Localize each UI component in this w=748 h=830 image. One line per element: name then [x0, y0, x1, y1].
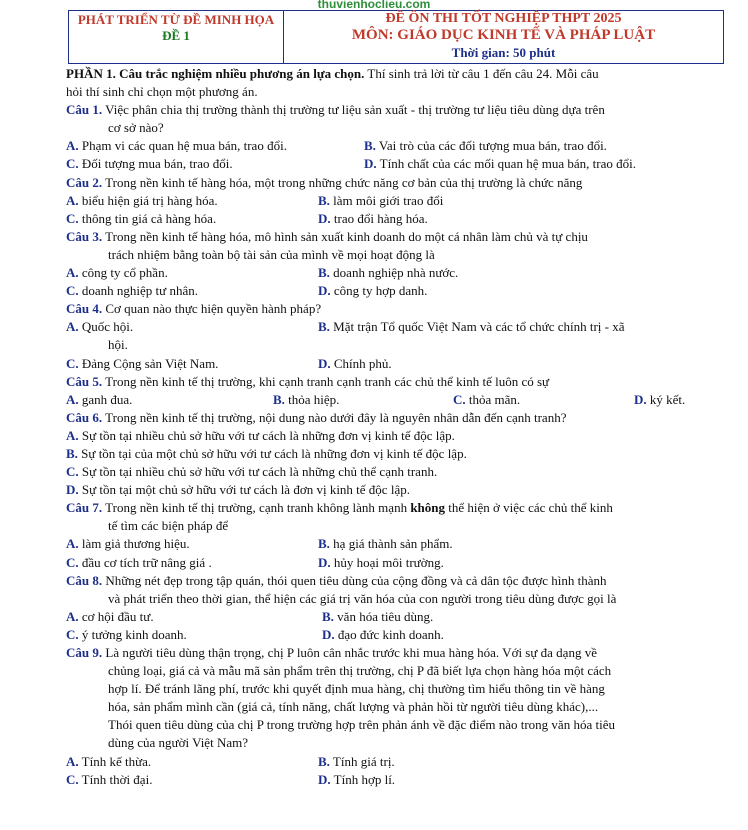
- option-letter: D.: [66, 482, 79, 498]
- option-a[interactable]: [66, 536, 190, 551]
- option-d[interactable]: [364, 155, 636, 173]
- option-text: đạo đức kinh doanh.: [334, 626, 444, 642]
- question-text: Trong nền kinh tế thị trường, nội dung nào dưới đây là nguyên nhân dẫn đến cạnh tranh?: [102, 409, 567, 425]
- part-instructions: Thí sinh trả lời từ câu 1 đến câu 24. Mỗi câu: [364, 66, 599, 81]
- question-4: [66, 300, 726, 318]
- option-d[interactable]: [318, 554, 444, 572]
- question-text-cont: và phát triển theo thời gian, thể hiện các giá trị văn hóa của con người trong tiêu dùng được gọi là: [108, 590, 617, 606]
- question-emphasis: không: [410, 500, 446, 516]
- option-text: văn hóa tiêu dùng.: [333, 608, 434, 624]
- question-2: [66, 174, 726, 192]
- option-text: Sự tồn tại nhiều chủ sở hữu với tư cách là những đơn vị kinh tế độc lập.: [78, 427, 455, 443]
- option-d[interactable]: [318, 355, 392, 373]
- option-letter: B.: [318, 536, 330, 552]
- option-letter: D.: [318, 355, 331, 371]
- option-text: Tính chất của các mối quan hệ mua bán, trao đổi.: [376, 156, 636, 172]
- question-label: Câu 2.: [66, 174, 103, 190]
- option-d[interactable]: [634, 391, 685, 409]
- option-text: doanh nghiệp tư nhân.: [78, 283, 198, 299]
- option-a[interactable]: [66, 319, 133, 334]
- header-right: [284, 11, 723, 63]
- question-7: [66, 499, 726, 517]
- option-text: Đảng Cộng sản Việt Nam.: [78, 355, 219, 371]
- option-b[interactable]: [318, 318, 625, 336]
- question-3: [66, 228, 726, 246]
- option-letter: D.: [318, 771, 331, 787]
- option-b[interactable]: [318, 192, 443, 210]
- header-source: PHÁT TRIỂN TỪ ĐỀ MINH HỌA: [77, 12, 275, 27]
- header-left: [69, 11, 284, 63]
- option-text: làm giả thương hiệu.: [78, 536, 190, 552]
- option-text: ý tưởng kinh doanh.: [78, 626, 187, 642]
- option-text: thông tin giá cả hàng hóa.: [78, 210, 217, 226]
- option-a[interactable]: [66, 427, 726, 445]
- option-a[interactable]: [66, 754, 151, 769]
- option-letter: C.: [66, 554, 79, 570]
- option-letter: A.: [66, 536, 79, 552]
- option-b[interactable]: [318, 753, 395, 771]
- header-exam-number: ĐỀ 1: [162, 28, 190, 43]
- option-letter: A.: [66, 138, 79, 154]
- question-text-cont: cơ sở nào?: [108, 120, 164, 136]
- options-row: [66, 608, 726, 626]
- option-text: công ty hợp danh.: [330, 283, 428, 299]
- option-a[interactable]: [66, 193, 218, 208]
- option-text: cơ hội đầu tư.: [78, 608, 154, 624]
- option-d[interactable]: [322, 626, 444, 644]
- option-text: biểu hiện giá trị hàng hóa.: [78, 192, 218, 208]
- options-row: [66, 391, 726, 409]
- option-letter: A.: [66, 192, 79, 208]
- option-letter: B.: [318, 753, 330, 769]
- option-letter: B.: [318, 192, 330, 208]
- option-text: Đối tượng mua bán, trao đổi.: [78, 156, 233, 172]
- question-6: [66, 409, 726, 427]
- question-5: [66, 373, 726, 391]
- part-title: PHẦN 1. Câu trắc nghiệm nhiều phương án lựa chọn.: [66, 66, 365, 81]
- question-text-cont: hợp lí. Để tránh lãng phí, trước khi quyết định mua hàng, chị thường tìm hiểu thông tin về hàng: [108, 681, 605, 697]
- option-b[interactable]: [318, 535, 453, 553]
- question-label: Câu 9.: [66, 645, 103, 660]
- option-c[interactable]: [66, 555, 212, 570]
- part-instructions-line-2: hỏi thí sinh chỉ chọn một phương án.: [66, 84, 258, 100]
- option-text: Sự tồn tại của một chủ sở hữu với tư cách là những đơn vị kinh tế độc lập.: [77, 445, 467, 461]
- question-text-cont: chủng loại, giá cả và mẫu mã sản phẩm trên thị trường, chị P đã biết lựa chọn hàng hóa một cách: [108, 663, 612, 679]
- option-c[interactable]: [66, 283, 198, 298]
- question-label: Câu 7.: [66, 500, 103, 516]
- header-duration: Thời gian: 50 phút: [451, 45, 556, 60]
- header-exam-title: ĐỀ ÔN THI TỐT NGHIỆP THPT 2025: [385, 11, 622, 26]
- option-c[interactable]: [66, 627, 187, 642]
- option-letter: A.: [66, 753, 79, 769]
- exam-content: [66, 65, 726, 789]
- option-text: Phạm vi các quan hệ mua bán, trao đổi.: [78, 138, 287, 154]
- option-a[interactable]: [66, 265, 168, 280]
- option-c[interactable]: [453, 391, 520, 409]
- option-letter: A.: [66, 265, 79, 281]
- option-letter: A.: [66, 319, 79, 335]
- options-row: [66, 535, 726, 553]
- option-letter: B.: [273, 391, 285, 407]
- options-row: [66, 753, 726, 771]
- option-letter: C.: [66, 464, 79, 480]
- question-label: Câu 5.: [66, 373, 103, 389]
- question-text-cont: hóa, sản phẩm mình cần (giá cả, tính năng, chất lượng và phản hồi từ người tiêu dùng khác),...: [108, 699, 599, 715]
- option-text: Tính thời đại.: [78, 771, 153, 787]
- option-letter: D.: [318, 210, 331, 226]
- question-text: Trong nền kinh tế thị trường, khi cạnh tranh cạnh tranh các chủ thể kinh tế luôn có sự: [102, 373, 550, 389]
- option-text: hạ giá thành sản phẩm.: [329, 536, 453, 552]
- option-text: Quốc hội.: [78, 319, 134, 335]
- part-title-line: [66, 65, 726, 83]
- option-d[interactable]: [318, 282, 427, 300]
- option-text: Tính kế thừa.: [78, 753, 152, 769]
- options-row: [66, 318, 726, 336]
- question-8: [66, 572, 726, 590]
- question-label: Câu 4.: [66, 301, 103, 317]
- option-text: Tính hợp lí.: [330, 771, 396, 787]
- option-letter: C.: [453, 391, 466, 407]
- question-text: Trong nền kinh tế thị trường, cạnh tranh không lành mạnh: [102, 500, 411, 516]
- question-text: Là người tiêu dùng thận trọng, chị P luôn cân nhắc trước khi mua hàng hóa. Với sự đa dạng về: [102, 645, 597, 660]
- option-letter: A.: [66, 608, 79, 624]
- option-d[interactable]: [318, 771, 395, 789]
- option-text: đầu cơ tích trữ nâng giá .: [78, 554, 212, 570]
- options-row: [66, 554, 726, 572]
- option-c[interactable]: [66, 463, 726, 481]
- option-d[interactable]: [318, 210, 428, 228]
- option-b[interactable]: [322, 608, 433, 626]
- option-b[interactable]: [318, 264, 458, 282]
- option-text: trao đổi hàng hóa.: [330, 210, 428, 226]
- option-letter: D.: [364, 156, 377, 172]
- question-text: Những nét đẹp trong tập quán, thói quen tiêu dùng của cộng đồng và cả dân tộc được hình thành: [102, 572, 607, 588]
- option-a[interactable]: [66, 392, 132, 407]
- option-letter: B.: [318, 265, 330, 281]
- option-letter: A.: [66, 427, 79, 443]
- option-text: ký kết.: [646, 391, 686, 407]
- option-c[interactable]: [66, 156, 233, 171]
- option-b[interactable]: [364, 137, 607, 155]
- options-row: [66, 282, 726, 300]
- exam-header: [68, 10, 724, 64]
- option-text: thỏa mãn.: [465, 391, 521, 407]
- question-text-cont: dùng của người Việt Nam?: [108, 735, 248, 751]
- option-letter: C.: [66, 156, 79, 172]
- question-label: Câu 3.: [66, 228, 103, 244]
- options-row: [66, 192, 726, 210]
- question-text: Trong nền kinh tế hàng hóa, mô hình sản xuất kinh doanh do một cá nhân làm chủ và tự chịu: [102, 228, 588, 244]
- option-letter: D.: [634, 391, 647, 407]
- option-letter: D.: [322, 626, 335, 642]
- question-label: Câu 1.: [66, 102, 103, 118]
- option-text: Tính giá trị.: [329, 753, 395, 769]
- option-text: Mặt trận Tổ quốc Việt Nam và các tổ chức chính trị - xã: [329, 319, 625, 335]
- question-text: Việc phân chia thị trường thành thị trường tư liệu sản xuất - thị trường tư liệu tiêu dùng dựa trên: [102, 102, 605, 118]
- options-row: [66, 264, 726, 282]
- option-text: hủy hoại môi trường.: [330, 554, 444, 570]
- question-text-cont: trách nhiệm bằng toàn bộ tài sản của mình về mọi hoạt động là: [108, 246, 435, 262]
- option-letter: B.: [322, 608, 334, 624]
- option-letter: D.: [318, 283, 331, 299]
- options-row: [66, 137, 726, 155]
- option-d[interactable]: [66, 481, 726, 499]
- option-a[interactable]: [66, 609, 154, 624]
- question-text: Trong nền kinh tế hàng hóa, một trong những chức năng cơ bản của thị trường là chức năng: [102, 174, 583, 190]
- option-letter: C.: [66, 771, 79, 787]
- option-letter: A.: [66, 391, 79, 407]
- question-9: [66, 644, 726, 662]
- options-row: [66, 771, 726, 789]
- header-subject: MÔN: GIÁO DỤC KINH TẾ VÀ PHÁP LUẬT: [351, 27, 656, 43]
- option-c[interactable]: [66, 772, 152, 787]
- option-text: doanh nghiệp nhà nước.: [329, 265, 459, 281]
- option-letter: B.: [66, 445, 78, 461]
- option-text: ganh đua.: [78, 391, 133, 407]
- option-c[interactable]: [66, 211, 216, 226]
- option-text: thỏa hiệp.: [284, 391, 340, 407]
- option-letter: C.: [66, 355, 79, 371]
- option-letter: C.: [66, 283, 79, 299]
- question-text: Cơ quan nào thực hiện quyền hành pháp?: [102, 301, 322, 317]
- option-b[interactable]: [66, 445, 726, 463]
- question-text-cont: Thói quen tiêu dùng của chị P trong trường hợp trên phản ánh về đặc điểm nào trong văn hóa tiêu: [108, 717, 615, 733]
- options-row: [66, 155, 726, 173]
- option-text: công ty cổ phần.: [78, 265, 168, 281]
- option-letter: D.: [318, 554, 331, 570]
- option-letter: B.: [318, 319, 330, 335]
- option-letter: C.: [66, 210, 79, 226]
- question-text-cont: tế tìm các biện pháp để: [108, 518, 229, 534]
- option-text: Sự tồn tại nhiều chủ sở hữu với tư cách là những chủ thể cạnh tranh.: [78, 464, 438, 480]
- option-text: Sự tồn tại một chủ sở hữu với tư cách là đơn vị kinh tế độc lập.: [78, 482, 410, 498]
- option-text: Vai trò của các đối tượng mua bán, trao đổi.: [375, 138, 607, 154]
- option-text: Chính phủ.: [330, 355, 392, 371]
- option-b[interactable]: [273, 391, 339, 409]
- options-row: [66, 626, 726, 644]
- options-row: [66, 210, 726, 228]
- option-text-cont: hội.: [108, 337, 128, 353]
- question-label: Câu 6.: [66, 409, 103, 425]
- option-text: làm môi giới trao đổi: [329, 192, 444, 208]
- option-letter: C.: [66, 626, 79, 642]
- watermark: thuvienhoclieu.com: [317, 0, 431, 11]
- question-1: [66, 101, 726, 119]
- question-label: Câu 8.: [66, 572, 103, 588]
- question-text: thể hiện ở việc các chủ thể kinh: [445, 500, 613, 516]
- options-row: [66, 355, 726, 373]
- option-a[interactable]: [66, 138, 287, 153]
- option-c[interactable]: [66, 356, 218, 371]
- option-letter: B.: [364, 138, 376, 154]
